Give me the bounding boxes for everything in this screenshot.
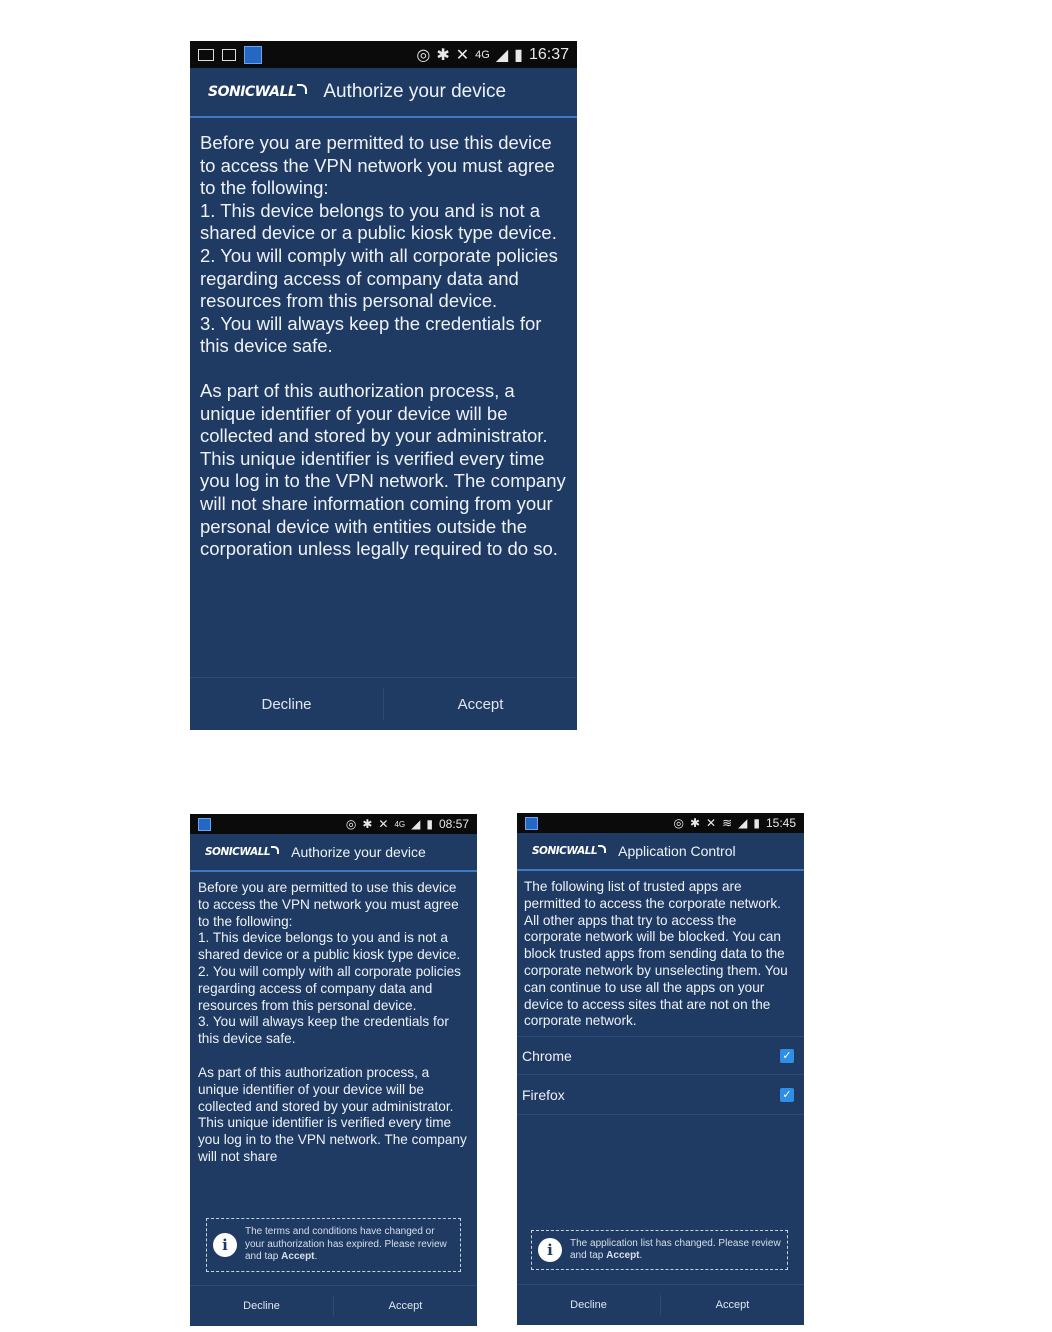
wifi-icon: ≋ xyxy=(722,816,733,830)
mail-icon xyxy=(198,49,214,61)
battery-icon: ▮ xyxy=(426,817,433,831)
sonicwall-logo: SONICWALL xyxy=(208,84,307,100)
phone-screen-authorize-large xyxy=(190,41,577,730)
info-icon: i xyxy=(213,1233,237,1257)
authorization-process-text: As part of this authorization process, a unique identifier of your device will be collected and stored by your administrator. This unique identifier is verified every time you log in to the VPN network. The company will not share information coming from your personal device with entities outside the corporation unless legally required to do so. xyxy=(200,379,566,560)
bluetooth-icon: ✱ xyxy=(436,46,450,64)
app-control-intro: The following list of trusted apps are permitted to access the corporate network. All other apps that try to access the corporate network will be blocked. You can block trusted apps from sending data to the corporate network by unselecting them. You can continue to use all the apps on your device to access sites that are not on the corporate network. xyxy=(517,871,804,1037)
checkmark-icon[interactable]: ✓ xyxy=(780,1088,794,1102)
sonicwall-logo: SONICWALL xyxy=(205,846,279,858)
mute-icon: ✕ xyxy=(706,816,717,830)
app-icon xyxy=(198,818,211,831)
app-bar xyxy=(517,833,804,871)
terms-conditions-text: Before you are permitted to use this device to access the VPN network you must agree to the following: 1. This device belongs to you and is not a shared device or a public kiosk type device. 2. You will comply with all corporate policies regarding access of company data and resources from this personal device. 3. You will always keep the credentials for this device safe. xyxy=(200,132,558,357)
sonicwall-logo: SONICWALL xyxy=(532,845,606,857)
page-title: Application Control xyxy=(618,843,736,859)
app-bar xyxy=(190,834,477,872)
eye-icon: ◎ xyxy=(673,816,684,830)
dialog-footer xyxy=(190,677,577,730)
app-name: Firefox xyxy=(522,1086,565,1103)
page-title: Authorize your device xyxy=(291,844,426,860)
terms-content xyxy=(190,872,477,1166)
accept-button[interactable]: Accept xyxy=(388,1300,423,1312)
accept-button[interactable]: Accept xyxy=(715,1299,750,1311)
network-icon: 4G xyxy=(475,48,490,61)
phone-screen-authorize-notice xyxy=(190,814,477,1326)
status-bar xyxy=(190,814,477,834)
status-bar xyxy=(190,41,577,68)
mute-icon: ✕ xyxy=(378,817,389,831)
network-icon: 4G xyxy=(394,819,406,829)
notice-message: The terms and conditions have changed or your authorization has expired. Please review and tap Accept. xyxy=(245,1226,447,1263)
signal-icon: ◢ xyxy=(738,816,748,830)
app-row-chrome[interactable] xyxy=(517,1037,804,1075)
terms-changed-notice xyxy=(206,1218,461,1272)
app-bar xyxy=(190,68,577,118)
dialog-footer xyxy=(517,1284,804,1325)
accept-button[interactable]: Accept xyxy=(457,695,504,713)
status-time: 08:57 xyxy=(438,817,469,831)
app-icon xyxy=(525,817,538,830)
status-bar xyxy=(517,813,804,833)
signal-icon: ◢ xyxy=(411,817,421,831)
authorization-process-text: As part of this authorization process, a unique identifier of your device will be collected and stored by your administrator. This unique identifier is verified every time you log in to the VPN network. The company will not share xyxy=(198,1064,467,1164)
info-icon: i xyxy=(538,1238,562,1262)
eye-icon: ◎ xyxy=(416,46,431,64)
bluetooth-icon: ✱ xyxy=(362,817,373,831)
battery-icon: ▮ xyxy=(514,46,523,64)
battery-icon: ▮ xyxy=(753,816,760,830)
bluetooth-icon: ✱ xyxy=(689,816,700,830)
app-icon xyxy=(244,46,262,64)
status-time: 15:45 xyxy=(765,816,796,830)
notice-message: The application list has changed. Please review and tap Accept. xyxy=(570,1237,781,1261)
app-name: Chrome xyxy=(522,1047,572,1064)
decline-button[interactable]: Decline xyxy=(570,1299,607,1311)
eye-icon: ◎ xyxy=(345,817,357,831)
signal-icon: ◢ xyxy=(495,46,509,64)
terms-conditions-text: Before you are permitted to use this device to access the VPN network you must agree to the following: 1. This device belongs to you and is not a shared device or a public kiosk type device. 2. You will comply with all corporate policies regarding access of company data and resources from this personal device. 3. You will always keep the credentials for this device safe. xyxy=(198,880,461,1047)
decline-button[interactable]: Decline xyxy=(261,695,312,713)
decline-button[interactable]: Decline xyxy=(243,1300,280,1312)
checkmark-icon[interactable]: ✓ xyxy=(780,1049,794,1063)
page-title: Authorize your device xyxy=(323,81,507,102)
image-icon xyxy=(222,49,236,61)
terms-content xyxy=(190,118,577,561)
status-time: 16:37 xyxy=(528,45,569,63)
mute-icon: ✕ xyxy=(455,46,470,64)
app-row-firefox[interactable] xyxy=(517,1075,804,1115)
dialog-footer xyxy=(190,1285,477,1326)
app-list-changed-notice xyxy=(531,1230,788,1270)
phone-screen-application-control xyxy=(517,813,804,1325)
